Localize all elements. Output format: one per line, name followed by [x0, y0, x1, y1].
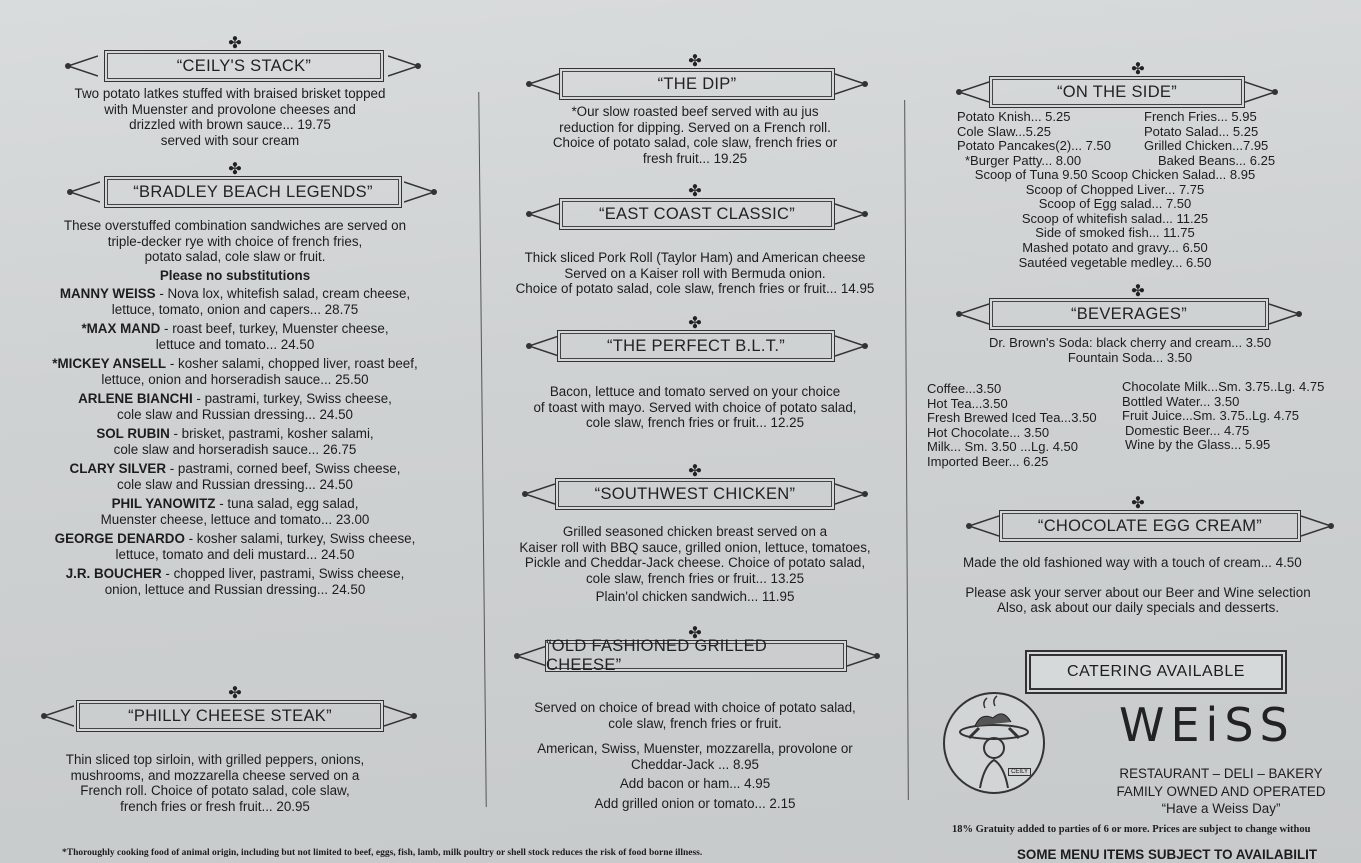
flourish-icon: ✤	[1131, 59, 1145, 78]
list-item: Wine by the Glass... 5.95	[1125, 437, 1271, 453]
banner-arrow-right-icon	[835, 72, 869, 96]
section-banner	[0, 683, 470, 736]
flourish-icon: ✤	[1131, 281, 1145, 300]
list-item: Fruit Juice...Sm. 3.75..Lg. 4.75	[1122, 408, 1300, 424]
flourish-icon: ✤	[688, 461, 702, 480]
section-beverages	[915, 281, 1361, 334]
desc-line: drizzled with brown sauce... 19.75	[129, 117, 331, 132]
tagline-line: RESTAURANT – DELI – BAKERY	[1119, 766, 1323, 781]
banner-arrow-right-icon	[384, 704, 418, 728]
column-middle	[485, 0, 905, 863]
banner-arrow-left-icon	[66, 180, 100, 204]
desc-line: Cheddar-Jack ... 8.95	[630, 756, 760, 772]
item-desc: - Nova lox, whitefish salad, cream cheese,	[155, 286, 411, 301]
tagline-line: FAMILY OWNED AND OPERATED	[1116, 783, 1326, 799]
list-item: Fresh Brewed Iced Tea...3.50	[927, 410, 1097, 426]
chef-logo-icon	[943, 692, 1045, 794]
item-name: MANNY WEISS	[59, 286, 156, 301]
item-desc: cole slaw and horseradish sauce... 26.75	[113, 441, 357, 457]
beverages-left-list	[927, 382, 1097, 470]
section-description	[485, 700, 905, 811]
banner-arrow-right-icon	[1301, 514, 1335, 538]
list-item	[0, 356, 470, 387]
banner-arrow-left-icon	[40, 704, 74, 728]
desc-line: Bacon, lettuce and tomato served on your choice	[549, 384, 841, 399]
beverages-top	[915, 336, 1345, 365]
banner-arrow-left-icon	[955, 302, 989, 326]
banner-arrow-left-icon	[521, 482, 555, 506]
restaurant-tagline	[1101, 765, 1341, 818]
section-chocolate-egg-cream	[915, 493, 1361, 546]
list-item	[0, 461, 470, 492]
desc-line: Thick sliced Pork Roll (Taylor Ham) and American cheese	[524, 250, 866, 265]
desc-line: Thin sliced top sirloin, with grilled peppers, onions,	[65, 752, 365, 767]
weiss-logo: WEiSS	[1119, 698, 1295, 752]
list-item: Potato Salad... 5.25	[1144, 123, 1259, 139]
desc-line: mushrooms, and mozzarella cheese served on a	[70, 767, 360, 783]
list-item: Imported Beer... 6.25	[927, 453, 1049, 469]
list-item: Chocolate Milk...Sm. 3.75..Lg. 4.75	[1122, 379, 1325, 394]
banner-arrow-right-icon	[388, 54, 422, 78]
list-item: Hot Chocolate... 3.50	[927, 424, 1050, 440]
banner-arrow-right-icon	[1269, 302, 1303, 326]
section-banner	[485, 461, 905, 514]
flourish-icon: ✤	[688, 181, 702, 200]
list-item: Sautéed vegetable medley... 6.50	[1018, 254, 1212, 270]
section-grilled-cheese	[485, 623, 905, 811]
desc-line: French roll. Choice of potato salad, cole slaw,	[80, 783, 350, 798]
list-item	[0, 391, 470, 422]
desc-line: Two potato latkes stuffed with braised brisket topped	[74, 86, 386, 101]
section-title: “OLD FASHIONED GRILLED CHEESE”	[545, 640, 847, 672]
section-banner	[915, 493, 1361, 546]
banner-arrow-right-icon	[404, 180, 438, 204]
banner-arrow-left-icon	[955, 80, 989, 104]
desc-line: Served on a Kaiser roll with Bermuda onion.	[564, 265, 826, 281]
item-desc: cole slaw and Russian dressing... 24.50	[117, 476, 353, 492]
banner-arrow-left-icon	[525, 72, 559, 96]
item-desc: - tuna salad, egg salad,	[215, 496, 359, 511]
item-desc: onion, lettuce and Russian dressing... 24.50	[104, 581, 366, 597]
list-item	[0, 286, 470, 317]
side-right-list	[1144, 110, 1275, 168]
flourish-icon: ✤	[1131, 493, 1145, 512]
section-description	[485, 524, 905, 605]
list-item: Fountain Soda... 3.50	[1067, 349, 1193, 365]
banner-arrow-left-icon	[525, 202, 559, 226]
section-banner	[915, 59, 1361, 112]
section-description	[0, 86, 470, 148]
list-item: Bottled Water... 3.50	[1122, 393, 1240, 409]
item-desc: - kosher salami, turkey, Swiss cheese,	[184, 531, 416, 546]
item-desc: - brisket, pastrami, kosher salami,	[169, 426, 374, 441]
desc-line: These overstuffed combination sandwiches are served on	[63, 218, 407, 233]
section-banner	[0, 159, 470, 212]
ask-line: Please ask your server about our Beer and Wine selection	[965, 585, 1311, 600]
banner-arrow-right-icon	[835, 202, 869, 226]
section-banner	[485, 313, 905, 366]
section-title: “CEILY'S STACK”	[104, 50, 384, 82]
addon-item: Add grilled onion or tomato... 2.15	[594, 795, 796, 811]
flourish-icon: ✤	[228, 33, 242, 52]
list-item: Grilled Chicken...7.95	[1144, 138, 1269, 154]
section-banner	[485, 181, 905, 234]
ask-server-note	[915, 586, 1361, 615]
side-left-list	[957, 110, 1111, 168]
item-desc: lettuce, onion and horseradish sauce... 25.50	[101, 371, 369, 387]
desc-line: *Our slow roasted beef served with au jus	[571, 104, 819, 119]
section-title: “BRADLEY BEACH LEGENDS”	[104, 176, 402, 208]
flourish-icon: ✤	[228, 683, 242, 702]
section-title: “ON THE SIDE”	[989, 76, 1245, 108]
banner-arrow-right-icon	[835, 334, 869, 358]
item-desc: - kosher salami, chopped liver, roast beef,	[166, 356, 418, 371]
section-title: “BEVERAGES”	[989, 298, 1269, 330]
item-name: *MAX MAND	[81, 321, 161, 336]
plain-chicken-item: Plain'ol chicken sandwich... 11.95	[595, 589, 795, 604]
item-name: SOL RUBIN	[96, 426, 170, 441]
desc-line: potato salad, cole slaw or fruit.	[144, 249, 326, 264]
desc-line: Served on choice of bread with choice of potato salad,	[534, 700, 856, 715]
list-item: Coffee...3.50	[927, 381, 1002, 396]
desc-line: cole slaw, french fries or fruit.	[608, 715, 782, 731]
item-name: ARLENE BIANCHI	[78, 391, 193, 406]
list-item: Scoop of Chopped Liver... 7.75	[1025, 181, 1205, 197]
beverages-right-list	[1122, 380, 1324, 453]
section-title: “PHILLY CHEESE STEAK”	[76, 700, 384, 732]
section-description	[0, 752, 430, 814]
desc-line: Grilled seasoned chicken breast served on a	[562, 524, 828, 539]
flourish-icon: ✤	[688, 623, 702, 642]
item-name: *MICKEY ANSELL	[52, 356, 167, 371]
side-center-list	[915, 168, 1315, 270]
desc-line: with Muenster and provolone cheeses and	[104, 101, 356, 117]
section-the-dip	[485, 51, 905, 166]
section-description	[0, 218, 470, 283]
no-substitutions-note: Please no substitutions	[159, 267, 311, 283]
desc-line: served with sour cream	[160, 132, 300, 148]
item-desc: - roast beef, turkey, Muenster cheese,	[160, 321, 389, 336]
desc-line: triple-decker rye with choice of french fries,	[107, 233, 363, 249]
list-item: Dr. Brown's Soda: black cherry and cream... 3.50	[988, 335, 1272, 350]
section-description	[485, 104, 905, 166]
list-item: Scoop of Egg salad... 7.50	[1038, 196, 1192, 212]
logo-signature: CEILY	[1008, 768, 1031, 776]
flourish-icon: ✤	[688, 313, 702, 332]
list-item: Cole Slaw...5.25	[957, 123, 1051, 139]
gratuity-note: 18% Gratuity added to parties of 6 or more. Prices are subject to change withou	[952, 824, 1311, 835]
flourish-icon: ✤	[228, 159, 242, 178]
list-item: Side of smoked fish... 11.75	[1035, 225, 1195, 241]
desc-line: Pickle and Cheddar-Jack cheese. Choice of potato salad,	[524, 555, 866, 570]
section-title: “THE PERFECT B.L.T.”	[557, 330, 835, 362]
egg-cream-description: Made the old fashioned way with a touch of cream... 4.50	[963, 555, 1302, 570]
section-east-coast-classic	[485, 181, 905, 297]
banner-arrow-right-icon	[847, 644, 881, 668]
list-item: Hot Tea...3.50	[927, 395, 1008, 411]
section-banner	[915, 281, 1361, 334]
section-on-the-side	[915, 59, 1361, 112]
item-name: J.R. BOUCHER	[65, 566, 162, 581]
ask-line: Also, ask about our daily specials and desserts.	[996, 599, 1280, 615]
addon-item: Add bacon or ham... 4.95	[619, 776, 771, 791]
section-banner	[485, 51, 905, 104]
item-desc: - pastrami, turkey, Swiss cheese,	[192, 391, 392, 406]
item-desc: lettuce and tomato... 24.50	[155, 336, 315, 352]
section-banner	[0, 33, 470, 86]
item-desc: cole slaw and Russian dressing... 24.50	[117, 406, 353, 422]
chef-illustration-icon	[945, 694, 1043, 792]
banner-arrow-left-icon	[525, 334, 559, 358]
banner-arrow-right-icon	[1245, 80, 1279, 104]
list-item: Domestic Beer... 4.75	[1125, 422, 1250, 438]
item-name: PHIL YANOWITZ	[111, 496, 216, 511]
desc-line: of toast with mayo. Served with choice of potato salad,	[533, 399, 857, 415]
list-item	[0, 426, 470, 457]
desc-line: American, Swiss, Muenster, mozzarella, provolone or	[537, 741, 853, 756]
tagline-line: “Have a Weiss Day”	[1161, 801, 1281, 816]
section-title: “THE DIP”	[559, 68, 835, 100]
section-bradley-beach-legends	[0, 159, 470, 601]
desc-line: french fries or fresh fruit... 20.95	[120, 798, 310, 814]
item-desc: - chopped liver, pastrami, Swiss cheese,	[161, 566, 405, 581]
list-item: Baked Beans... 6.25	[1158, 152, 1276, 168]
list-item: Milk... Sm. 3.50 ...Lg. 4.50	[927, 439, 1079, 455]
list-item	[0, 321, 470, 352]
food-safety-warning: *Thoroughly cooking food of animal origin, including but not limited to beef, eggs, fish, lamb, milk poultry or shell stock reduces the risk of food borne illness.	[62, 848, 703, 858]
section-title: “CHOCOLATE EGG CREAM”	[999, 510, 1301, 542]
section-perfect-blt	[485, 313, 905, 431]
list-item: Potato Knish... 5.25	[957, 109, 1071, 124]
list-item: *Burger Patty... 8.00	[965, 152, 1082, 168]
item-name: CLARY SILVER	[69, 461, 167, 476]
list-item	[0, 566, 470, 597]
item-desc: lettuce, tomato, onion and capers... 28.75	[111, 301, 359, 317]
availability-note: SOME MENU ITEMS SUBJECT TO AVAILABILIT	[1017, 847, 1318, 862]
list-item	[0, 496, 470, 527]
desc-line: Choice of potato salad, cole slaw, french fries or fruit... 14.95	[515, 281, 875, 296]
desc-line: reduction for dipping. Served on a French roll.	[559, 119, 831, 135]
list-item: French Fries... 5.95	[1144, 109, 1257, 124]
item-name: GEORGE DENARDO	[54, 531, 185, 546]
section-description	[485, 384, 905, 431]
column-right	[915, 0, 1361, 863]
item-desc: - pastrami, corned beef, Swiss cheese,	[166, 461, 401, 476]
item-desc: lettuce, tomato and deli mustard... 24.50	[115, 546, 355, 562]
column-left	[0, 0, 470, 863]
banner-arrow-left-icon	[965, 514, 999, 538]
section-title: “EAST COAST CLASSIC”	[559, 198, 835, 230]
section-title: “SOUTHWEST CHICKEN”	[555, 478, 835, 510]
desc-line: fresh fruit... 19.25	[642, 150, 748, 166]
section-ceily-stack	[0, 33, 470, 148]
list-item	[0, 531, 470, 562]
desc-line: Kaiser roll with BBQ sauce, grilled onion, lettuce, tomatoes,	[519, 539, 871, 555]
section-southwest-chicken	[485, 461, 905, 605]
section-description	[485, 250, 905, 297]
list-item: Mashed potato and gravy... 6.50	[1022, 239, 1208, 255]
list-item: Potato Pancakes(2)... 7.50	[957, 138, 1111, 154]
desc-line: cole slaw, french fries or fruit... 13.25	[585, 570, 805, 586]
catering-available-badge: CATERING AVAILABLE	[1025, 650, 1287, 694]
section-banner	[485, 623, 905, 676]
desc-line: Choice of potato salad, cole slaw, french fries or	[552, 135, 838, 150]
list-item: Scoop of whitefish salad... 11.25	[1021, 210, 1209, 226]
desc-line: cole slaw, french fries or fruit... 12.25	[585, 415, 805, 430]
banner-arrow-right-icon	[835, 482, 869, 506]
sandwich-list	[0, 286, 470, 597]
section-philly-cheese-steak	[0, 683, 470, 814]
banner-arrow-left-icon	[513, 644, 547, 668]
list-item: Scoop of Tuna 9.50 Scoop Chicken Salad... 8.95	[974, 167, 1256, 182]
banner-arrow-left-icon	[64, 54, 98, 78]
flourish-icon: ✤	[688, 51, 702, 70]
item-desc: Muenster cheese, lettuce and tomato... 23.00	[100, 511, 370, 527]
